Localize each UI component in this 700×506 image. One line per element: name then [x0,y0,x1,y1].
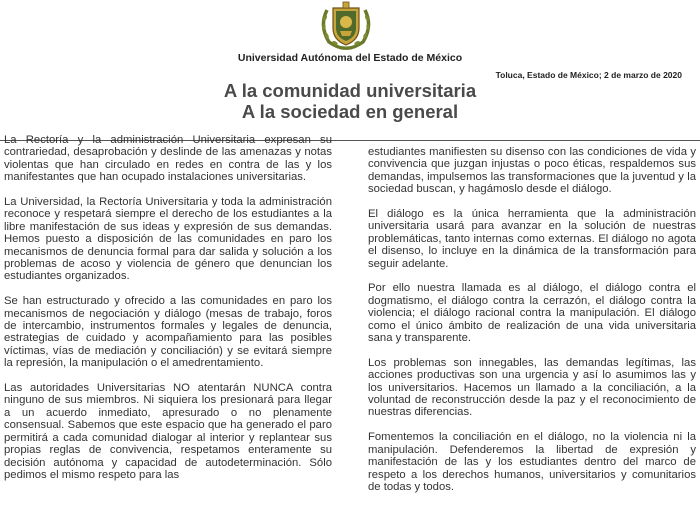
university-seal-logo [315,0,377,50]
right-column [368,146,696,506]
paragraph: La Rectoría y la administración Universitaria expresan su contrariedad, desaprobación y deslinde de las amenazas y notas violentas que han circulado en redes en contra de las y los manifestantes que han ocupado instalaciones universitarias. [4,134,332,184]
paragraph: Las autoridades Universitarias NO atentarán NUNCA contra ninguno de sus miembros. Ni siquiera los presionará para llegar a un acuerdo inmediato, apresurado o no plenamente consensual. Sabemos que este espacio que ha generado el paro permitirá a cada comunidad dialogar al interior y replantear sus propias reglas de convivencia, respetamos enteramente su decisión autónoma y capacidad de autodeterminación. Sólo pedimos el mismo respeto para las [4,382,332,481]
university-name: Universidad Autónoma del Estado de México [237,52,463,64]
headline-line-1: A la comunidad universitaria [223,80,477,101]
paragraph: El diálogo es la única herramienta que la administración universitaria usará para avanzar en la solución de nuestras problemáticas, tanto internas como externas. El diálogo no agota el disenso, lo incluye en la dinámica de la transformación para seguir adelante. [368,208,696,270]
paragraph: Los problemas son innegables, las demandas legítimas, las acciones productivas son una urgencia y así lo asumimos las y los universitarios. Hacemos un llamado a la conciliación, a la voluntad de reconstrucción desde la paz y el reconocimiento de nuestras diferencias. [368,356,696,419]
paragraph: Se han estructurado y ofrecido a las comunidades en paro los mecanismos de negociación y diálogo (mesas de trabajo, foros de intercambio, instrumentos formales y legales de denuncia, estrategias de cuidado y acompañamiento para las posibles víctimas, vías de mediación y conciliación) y se evitará siempre la represión, la manipulación o el amedrentamiento. [4,295,332,370]
dateline: Toluca, Estado de México; 2 de marzo de 2020 [495,70,682,80]
paragraph: estudiantes manifiesten su disenso con las condiciones de vida y convivencia que juzgan injustas o poco éticas, respaldemos sus demandas, impulsemos las transformaciones que la juventud y la sociedad buscan, y hagámoslo desde el diálogo. [368,146,696,196]
headline [0,80,700,122]
paragraph: La Universidad, la Rectoría Universitaria y toda la administración reconoce y respetará siempre el derecho de los estudiantes a la libre manifestación de sus ideas y expresión de sus demandas. Hemos puesto a disposición de las comunidades en paro los mecanismos de denuncia formal para dar salida y solución a los problemas de acoso y violencia de género que denuncian los estudiantes organizados. [4,196,332,283]
left-column [4,134,332,494]
headline-line-2: A la sociedad en general [241,101,459,122]
paragraph: Por ello nuestra llamada es al diálogo, el diálogo contra el dogmatismo, el diálogo contra la cerrazón, el diálogo contra la violencia; el diálogo racional contra la manipulación. El diálogo como el único ámbito de realización de una vida universitaria sana y transparente. [368,282,696,345]
paragraph: Fomentemos la conciliación en el diálogo, no la violencia ni la manipulación. Defenderemos la libertad de expresión y manifestación de las y los estudiantes dentro del marco de respeto a los derechos humanos, universitarios y comunitarios de todas y todos. [368,431,696,493]
